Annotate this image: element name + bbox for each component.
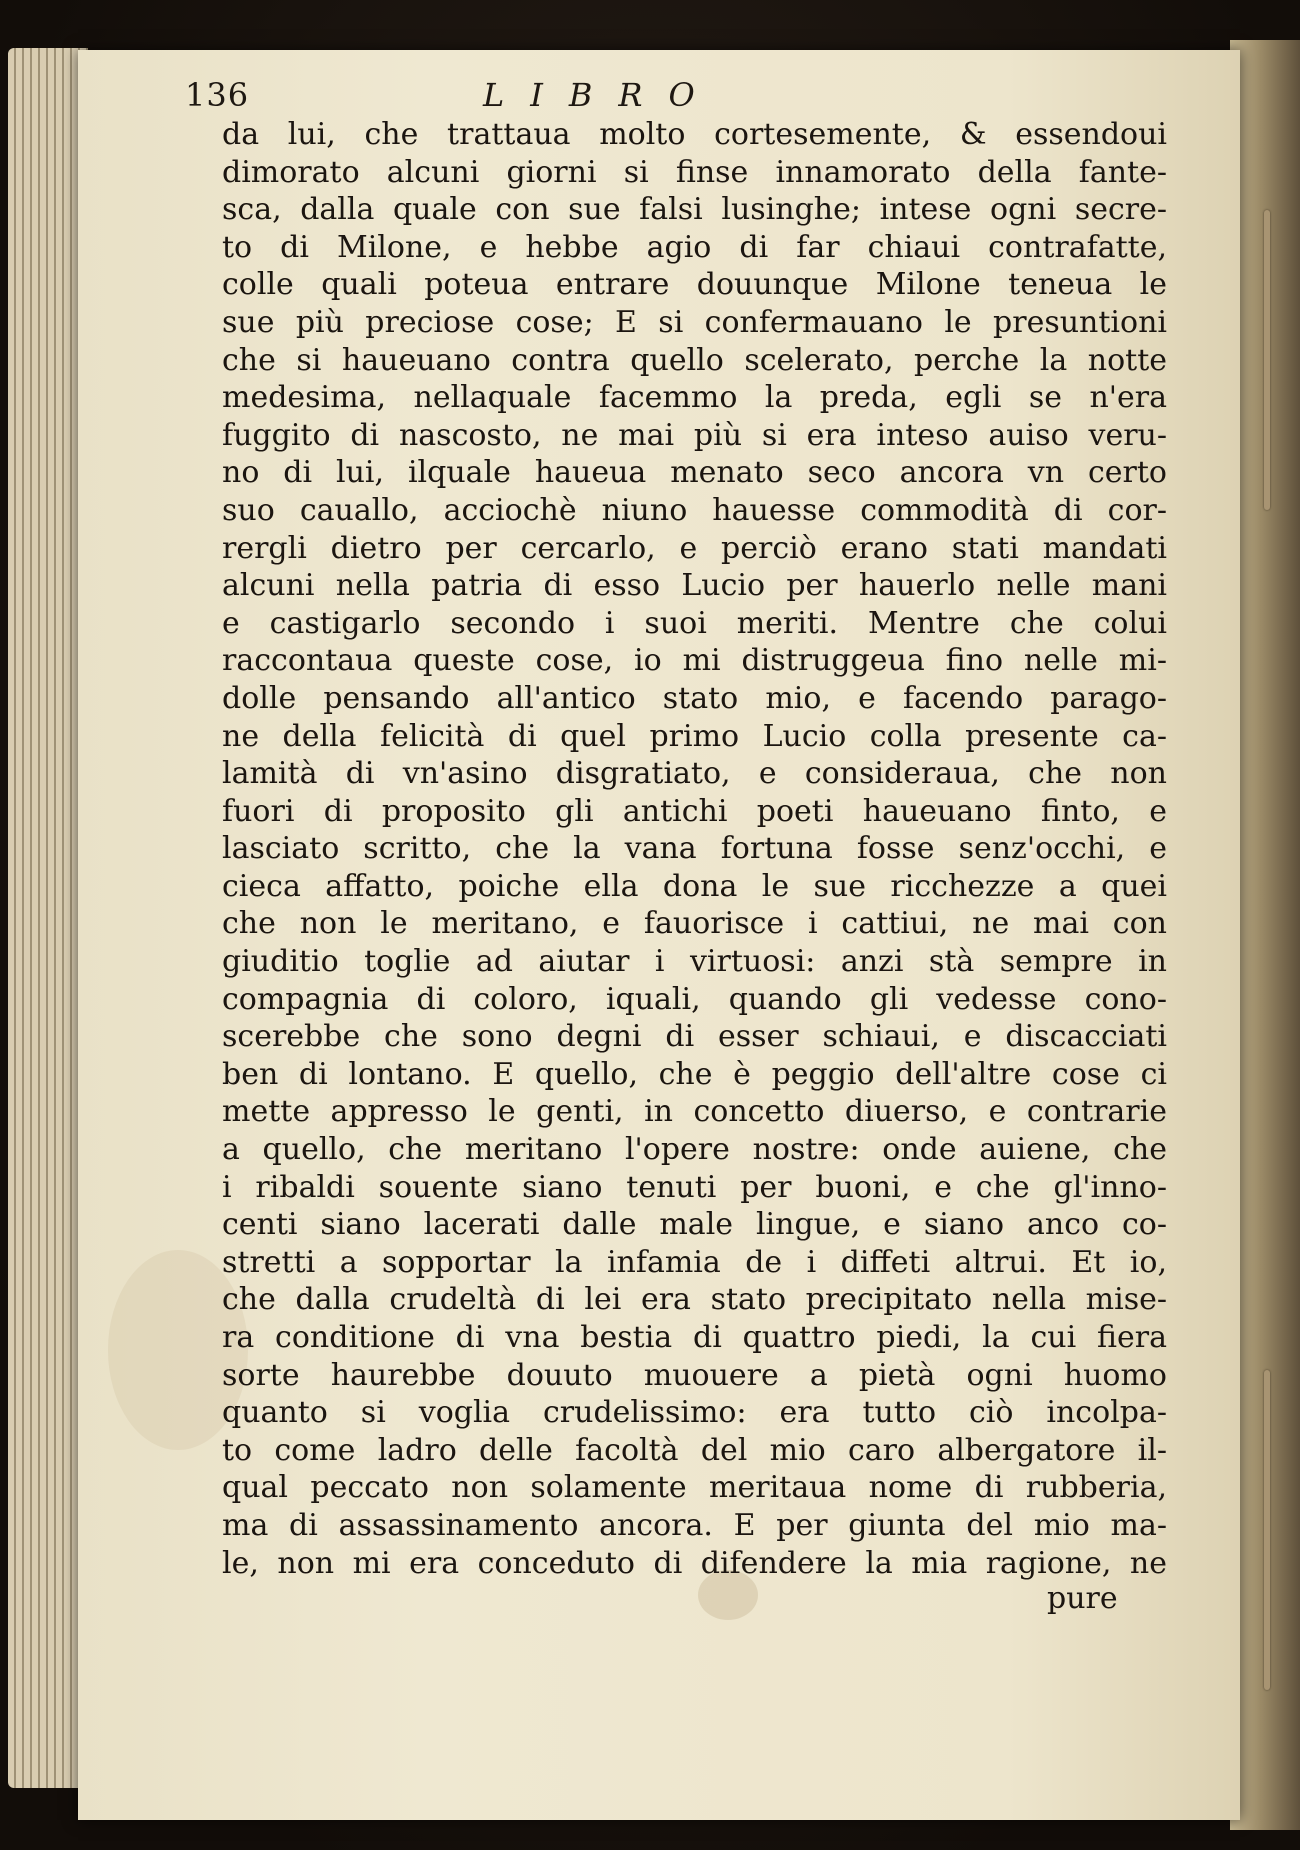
text-line: dimorato alcuni giorni si finse innamorato della fante-	[222, 154, 1167, 190]
text-line: e castigarlo secondo i suoi meriti. Mentre che colui	[222, 605, 1167, 641]
text-line: giuditio toglie ad aiutar i virtuosi: anzi stà sempre in	[222, 944, 1167, 980]
binding-thread	[1264, 1370, 1270, 1690]
body-text	[222, 116, 1167, 1582]
text-line: colle quali poteua entrare douunque Milone teneua le	[222, 267, 1167, 303]
text-line: fuggito di nascosto, ne mai più si era inteso auiso veru-	[222, 417, 1167, 453]
text-line: no di lui, ilquale haueua menato seco ancora vn certo	[222, 455, 1167, 491]
book-binding	[1230, 40, 1300, 1830]
text-line: lasciato scritto, che la vana fortuna fosse senz'occhi, e	[222, 831, 1167, 867]
text-line: compagnia di coloro, iquali, quando gli vedesse cono-	[222, 981, 1167, 1017]
text-line: che dalla crudeltà di lei era stato precipitato nella mise-	[222, 1282, 1167, 1318]
text-line: ra conditione di vna bestia di quattro piedi, la cui fiera	[222, 1320, 1167, 1355]
text-line: centi siano lacerati dalle male lingue, e siano anco co-	[222, 1207, 1167, 1243]
page-edges	[8, 48, 88, 1788]
text-line: to di Milone, e hebbe agio di far chiaui contrafatte,	[222, 229, 1167, 265]
text-line: i ribaldi souente siano tenuti per buoni, e che gl'inno-	[222, 1169, 1167, 1205]
text-line: cieca affatto, poiche ella dona le sue ricchezze a quei	[222, 868, 1167, 904]
text-line: da lui, che trattaua molto cortesemente, & essendoui	[222, 117, 1167, 152]
text-line: alcuni nella patria di esso Lucio per hauerlo nelle mani	[222, 568, 1167, 604]
text-line: le, non mi era conceduto di difendere la mia ragione, ne	[222, 1545, 1167, 1581]
page-number: 136	[185, 76, 250, 114]
text-line: raccontaua queste cose, io mi distruggeua fino nelle mi-	[222, 643, 1167, 679]
text-line: medesima, nellaquale facemmo la preda, egli se n'era	[222, 380, 1167, 416]
text-line: quanto si voglia crudelissimo: era tutto ciò incolpa-	[222, 1395, 1167, 1431]
text-line: rergli dietro per cercarlo, e perciò erano stati mandati	[222, 530, 1167, 566]
text-line: fuori di proposito gli antichi poeti haueuano finto, e	[222, 793, 1167, 829]
running-head	[185, 76, 885, 116]
text-line: scerebbe che sono degni di esser schiaui, e discacciati	[222, 1019, 1167, 1055]
text-line: suo cauallo, acciochè niuno hauesse commodità di cor-	[222, 492, 1167, 528]
text-line: sca, dalla quale con sue falsi lusinghe; intese ogni secre-	[222, 192, 1167, 228]
text-line: dolle pensando all'antico stato mio, e facendo parago-	[222, 680, 1167, 716]
text-line: ben di lontano. E quello, che è peggio dell'altre cose ci	[222, 1056, 1167, 1092]
text-line: sorte haurebbe douuto muouere a pietà ogni huomo	[222, 1357, 1167, 1393]
catchword: pure	[1047, 1581, 1118, 1616]
running-head-title: LIBRO	[483, 76, 721, 114]
text-line: a quello, che meritano l'opere nostre: onde auiene, che	[222, 1132, 1167, 1168]
text-line: to come ladro delle facoltà del mio caro albergatore il-	[222, 1432, 1167, 1468]
text-line: lamità di vn'asino disgratiato, e consideraua, che non	[222, 756, 1167, 792]
text-line: che si haueuano contra quello scelerato, perche la notte	[222, 342, 1167, 378]
text-line: stretti a sopportar la infamia de i diffeti altrui. Et io,	[222, 1244, 1167, 1280]
text-line: ne della felicità di quel primo Lucio colla presente ca-	[222, 718, 1167, 754]
text-line: qual peccato non solamente meritaua nome di rubberia,	[222, 1470, 1167, 1506]
text-line: ma di assassinamento ancora. E per giunta del mio ma-	[222, 1507, 1167, 1543]
text-line: che non le meritano, e fauorisce i cattiui, ne mai con	[222, 906, 1167, 942]
text-line: sue più preciose cose; E si confermauano le presuntioni	[222, 304, 1167, 340]
text-line: mette appresso le genti, in concetto diuerso, e contrarie	[222, 1094, 1167, 1130]
binding-thread	[1264, 210, 1270, 510]
